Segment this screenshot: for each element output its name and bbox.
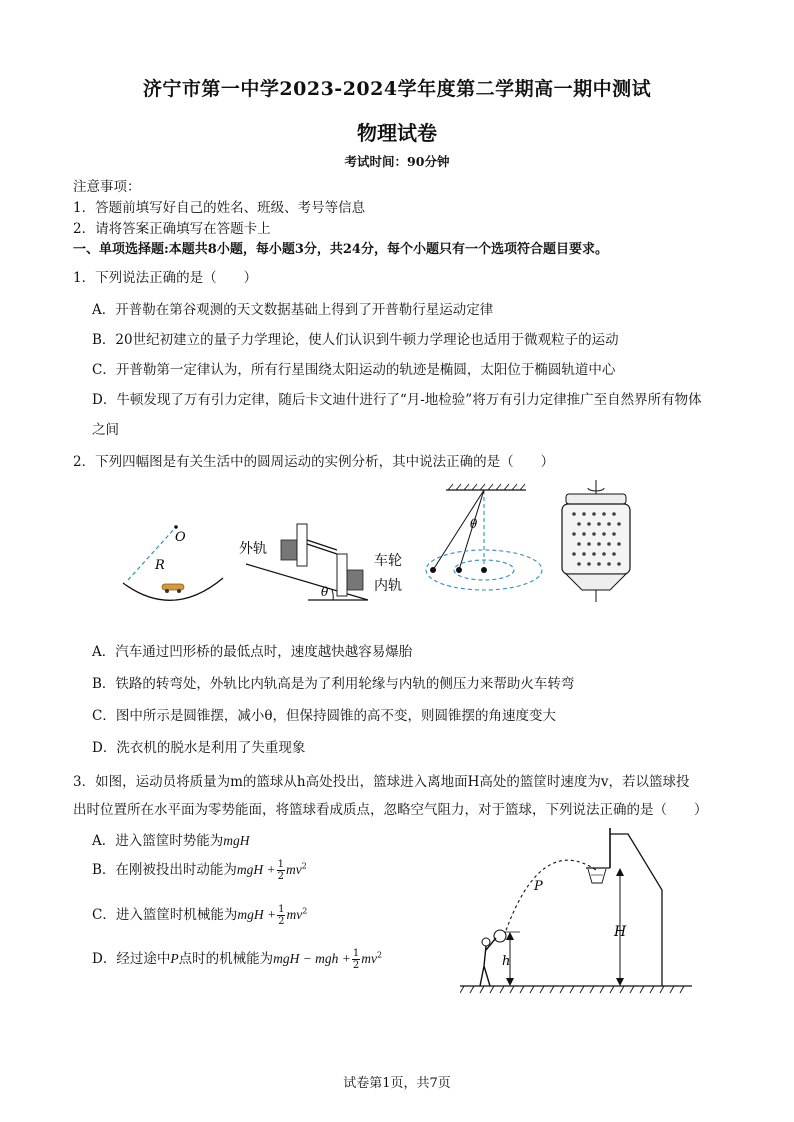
q2-option-c: C．图中所示是圆锥摆，减小θ，但保持圆锥的高不变，则圆锥摆的角速度变大 xyxy=(92,708,556,724)
q3-option-b: B．在刚被投出时动能为mgH + $\frac{1}{2}$ $mv^2$ xyxy=(92,859,307,882)
label-r: R xyxy=(155,558,165,573)
exam-time: 考试时间：90分钟 xyxy=(344,154,450,169)
q1-option-d-cont: 之间 xyxy=(92,422,119,438)
q2-figures xyxy=(118,480,718,605)
q1-option-c: C．开普勒第一定律认为，所有行星围绕太阳运动的轨迹是椭圆，太阳位于椭圆轨道中心 xyxy=(92,362,616,378)
q2-stem: 2．下列四幅图是有关生活中的圆周运动的实例分析，其中说法正确的是（ ） xyxy=(73,454,555,470)
label-outer-rail: 外轨 xyxy=(239,541,267,557)
label-h-big: H xyxy=(614,924,627,940)
label-o: O xyxy=(175,530,186,545)
notice-heading: 注意事项： xyxy=(73,179,141,195)
q3-option-c: C．进入篮筐时机械能为mgH + $\frac{1}{2}$ $mv^2$ xyxy=(92,904,308,927)
washing-drum-figure xyxy=(562,480,630,602)
q2-option-b: B．铁路的转弯处，外轨比内轨高是为了利用轮缘与内轨的侧压力来帮助火车转弯 xyxy=(92,676,575,692)
label-p: P xyxy=(534,879,543,894)
q1-stem: 1．下列说法正确的是（ ） xyxy=(73,270,258,286)
label-inner-rail: 内轨 xyxy=(374,578,402,594)
notice-item: 2．请将答案正确填写在答题卡上 xyxy=(73,221,271,237)
q1-option-d: D．牛顿发现了万有引力定律，随后卡文迪什进行了“月-地检验”将万有引力定律推广至自然界所有物体 xyxy=(92,392,702,408)
basketball-figure xyxy=(460,828,695,998)
conical-pendulum-figure xyxy=(426,484,542,590)
concave-bridge-figure xyxy=(123,525,223,600)
q2-option-a: A．汽车通过凹形桥的最低点时，速度越快越容易爆胎 xyxy=(92,644,413,660)
q3-option-d: D．经过途中P点时的机械能为mgH − mgh + $\frac{1}{2}$ $mv^2$ xyxy=(92,948,383,971)
q3-option-a: A．进入篮筐时势能为mgH xyxy=(92,833,250,849)
q3-stem-line1: 3．如图，运动员将质量为m的篮球从h高处投出，篮球进入离地面H高处的篮筐时速度为v，若以篮球投 xyxy=(73,774,690,790)
section-heading: 一、单项选择题:本题共8小题，每小题3分，共24分，每个小题只有一个选项符合题目要求。 xyxy=(73,242,608,257)
subject-title: 物理试卷 xyxy=(357,121,437,145)
svg-text:θ: θ xyxy=(470,517,478,531)
q3-stem-line2: 出时位置所在水平面为零势能面，将篮球看成质点，忽略空气阻力，对于篮球，下列说法正确的是（ ） xyxy=(73,802,708,818)
label-h-small: h xyxy=(502,954,511,969)
page-footer: 试卷第1页，共7页 xyxy=(343,1076,451,1091)
label-theta: θ xyxy=(321,585,329,599)
railway-curve-figure xyxy=(239,524,402,600)
exam-title: 济宁市第一中学2023-2024学年度第二学期高一期中测试 xyxy=(142,78,652,100)
notice-item: 1．答题前填写好自己的姓名、班级、考号等信息 xyxy=(73,200,366,216)
q1-option-b: B．20世纪初建立的量子力学理论，使人们认识到牛顿力学理论也适用于微观粒子的运动 xyxy=(92,332,619,348)
q1-option-a: A．开普勒在第谷观测的天文数据基础上得到了开普勒行星运动定律 xyxy=(92,302,494,318)
q2-option-d: D．洗衣机的脱水是利用了失重现象 xyxy=(92,740,306,756)
label-wheel: 车轮 xyxy=(374,553,402,569)
